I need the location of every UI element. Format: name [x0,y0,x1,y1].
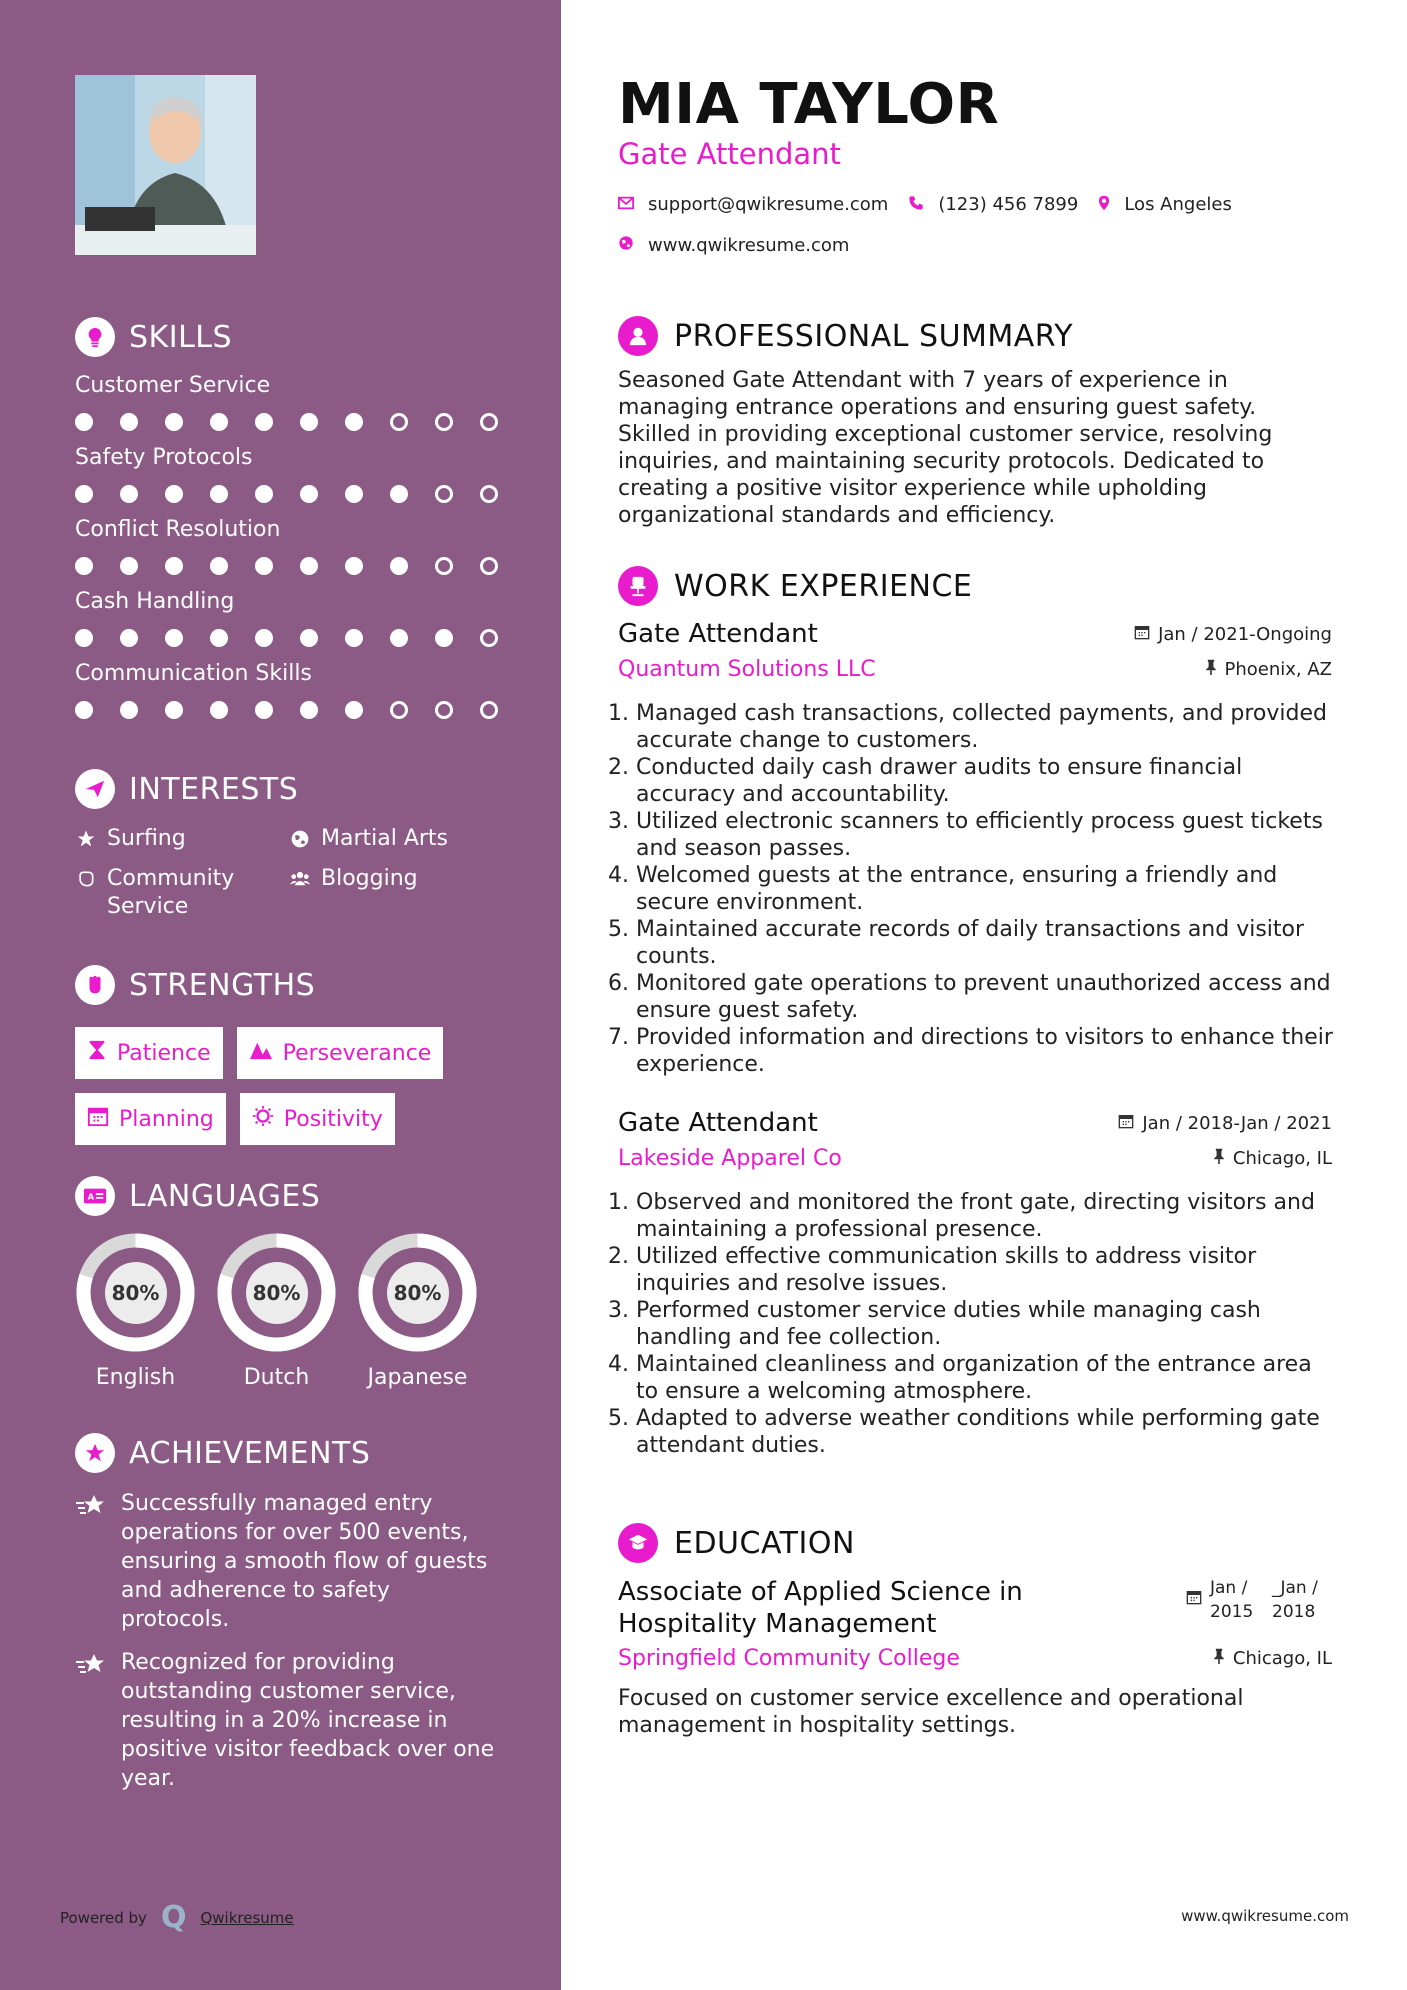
interests-list [75,825,515,921]
education-heading: EDUCATION [618,1522,1338,1564]
star-badge-icon [75,1433,115,1473]
website-row [618,235,849,256]
strengths-list [75,1027,495,1145]
achievements-section [75,1431,515,1793]
qwikresume-logo-icon: Q [160,1900,187,1935]
rating-dot [435,557,453,575]
pushpin-icon [1213,1148,1225,1169]
skill-name: Conflict Resolution [75,517,281,542]
rating-dot [480,701,498,719]
language-item [75,1232,196,1390]
language-item [216,1232,337,1390]
language-name: Japanese [367,1365,468,1390]
rating-dot [210,629,228,647]
list-item: 5. Maintained accurate records of daily transactions and visitor counts. [636,916,1338,970]
email-link[interactable]: support@qwikresume.com [648,194,889,215]
globe-icon [289,825,311,853]
list-item: 2. Utilized effective communication skills to address visitor inquiries and resolve issues. [636,1243,1338,1297]
rating-dot [390,413,408,431]
rating-dot [120,485,138,503]
education-entry [618,1576,1338,1739]
phone-text[interactable]: (123) 456 7899 [938,194,1079,215]
languages-list [75,1232,515,1390]
envelope-icon [618,195,634,214]
skill-rating [75,485,515,503]
rating-dot [255,629,273,647]
shooting-star-icon [75,1489,107,1634]
rating-dot [390,701,408,719]
svg-text:A: A [87,1191,95,1202]
interest-item: Martial Arts [289,825,499,853]
rating-dot [165,629,183,647]
rating-dot [120,413,138,431]
skill-name: Safety Protocols [75,445,253,470]
summary-heading: PROFESSIONAL SUMMARY [618,315,1338,357]
rating-dot [255,557,273,575]
shooting-star-icon [75,1648,107,1793]
map-pin-icon [1098,195,1110,215]
rating-dot [165,557,183,575]
hand-icon [75,865,97,893]
rating-dot [300,701,318,719]
lightbulb-icon [75,317,115,357]
education-end: _Jan / 2018 [1272,1578,1318,1622]
location-text: Los Angeles [1124,194,1232,215]
list-item: 4. Welcomed guests at the entrance, ensuring a friendly and secure environment. [636,862,1338,916]
interest-item: Surfing [75,825,289,853]
rating-dot [345,629,363,647]
calendar-icon [1186,1588,1202,1612]
office-chair-icon [618,566,658,606]
website-link[interactable]: www.qwikresume.com [648,235,850,256]
rating-dot [435,485,453,503]
rating-dot [480,557,498,575]
skills-section [75,315,515,719]
calendar-icon [87,1105,109,1133]
language-percent: 80% [246,1262,308,1324]
job-dates: Jan / 2018-Jan / 2021 [1118,1113,1338,1134]
rating-dot [435,701,453,719]
pushpin-icon [1205,659,1217,680]
job-title: Gate Attendant [618,619,818,649]
education-start: Jan / 2015 [1210,1578,1254,1622]
candidate-name: MIA TAYLOR [618,72,1000,137]
experience-heading: WORK EXPERIENCE [618,565,1338,607]
rating-dot [345,557,363,575]
star-icon [75,825,97,853]
paper-plane-icon [75,769,115,809]
language-progress-ring [75,1232,196,1353]
climb-icon [249,1039,273,1067]
rating-dot [210,485,228,503]
list-item: 1. Observed and monitored the front gate, directing visitors and maintaining a professional presence. [636,1189,1338,1243]
strength-badge: Patience [75,1027,223,1079]
rating-dot [300,413,318,431]
list-item: 1. Managed cash transactions, collected payments, and provided accurate change to customers. [636,700,1338,754]
hourglass-icon [87,1039,107,1067]
skills-list [75,373,515,719]
job-duties [618,1189,1338,1459]
summary-section [618,315,1338,529]
rating-dot [390,557,408,575]
job-location: Chicago, IL [1213,1148,1338,1169]
language-progress-ring [357,1232,478,1353]
phone-icon [908,195,924,215]
fist-icon [75,965,115,1005]
job-title: Gate Attendant [618,1108,818,1138]
list-item: 6. Monitored gate operations to prevent unauthorized access and ensure guest safety. [636,970,1338,1024]
rating-dot [390,485,408,503]
rating-dot [480,413,498,431]
rating-dot [435,413,453,431]
summary-text: Seasoned Gate Attendant with 7 years of experience in managing entrance operations and ensuring guest safety. Skilled in providing exceptional customer service, resolving inquiries, and maintaining security protocols. Dedicated to creating a positive visitor experience while upholding organizational standards and efficiency. [618,368,1273,528]
rating-dot [300,557,318,575]
skill-name: Communication Skills [75,661,312,686]
interests-section [75,767,515,921]
rating-dot [120,701,138,719]
rating-dot [210,413,228,431]
rating-dot [75,485,93,503]
rating-dot [255,701,273,719]
interests-heading: INTERESTS [75,767,515,811]
achievement-item: Recognized for providing outstanding customer service, resulting in a 20% increase in positive visitor feedback over one year. [75,1648,515,1793]
rating-dot [120,629,138,647]
job-company: Lakeside Apparel Co [618,1146,842,1171]
languages-section [75,1174,515,1390]
strength-badge: Perseverance [237,1027,444,1079]
skill-rating [75,413,515,431]
language-percent: 80% [105,1262,167,1324]
rating-dot [345,485,363,503]
language-percent: 80% [387,1262,449,1324]
sidebar [0,0,561,1990]
profile-photo [75,75,256,255]
rating-dot [165,413,183,431]
job-entry [618,1108,1338,1459]
skill-rating [75,701,515,719]
list-item: 7. Provided information and directions to visitors to enhance their experience. [636,1024,1338,1078]
language-card-icon [75,1176,115,1216]
education-location: Chicago, IL [1213,1648,1338,1669]
strength-badge: Planning [75,1093,226,1145]
globe-icon [618,235,634,256]
users-icon [289,865,311,893]
rating-dot [480,629,498,647]
powered-by: Powered by Q Qwikresume [60,1900,294,1935]
rating-dot [120,557,138,575]
language-item [357,1232,478,1390]
strengths-section [75,963,515,1145]
pushpin-icon [1213,1648,1225,1669]
rating-dot [75,701,93,719]
strengths-heading: STRENGTHS [75,963,515,1007]
rating-dot [345,413,363,431]
rating-dot [390,629,408,647]
user-icon [618,316,658,356]
education-section [618,1522,1338,1739]
languages-heading: A LANGUAGES [75,1174,515,1218]
achievement-item: Successfully managed entry operations for over 500 events, ensuring a smooth flow of guests and adherence to safety protocols. [75,1489,515,1634]
skills-heading: SKILLS [75,315,515,359]
list-item: 3. Performed customer service duties while managing cash handling and fee collection. [636,1297,1338,1351]
job-duties [618,700,1338,1078]
rating-dot [480,485,498,503]
skill-rating [75,557,515,575]
rating-dot [300,485,318,503]
rating-dot [210,701,228,719]
jobs-list [618,619,1338,1459]
job-company: Quantum Solutions LLC [618,657,876,682]
graduate-icon [618,1523,658,1563]
rating-dot [255,485,273,503]
rating-dot [345,701,363,719]
list-item: 4. Maintained cleanliness and organization of the entrance area to ensure a welcoming atmosphere. [636,1351,1338,1405]
qwikresume-link[interactable]: Qwikresume [200,1908,294,1927]
language-progress-ring [216,1232,337,1353]
school-name: Springfield Community College [618,1646,960,1671]
rating-dot [165,701,183,719]
rating-dot [75,629,93,647]
footer-url[interactable]: www.qwikresume.com [1181,1907,1349,1925]
interest-item: Community Service [75,865,289,921]
experience-section [618,565,1338,1459]
contact-row [618,194,1232,215]
sun-icon [252,1105,274,1133]
skill-name: Cash Handling [75,589,235,614]
calendar-icon [1134,624,1150,645]
list-item: 5. Adapted to adverse weather conditions while performing gate attendant duties. [636,1405,1338,1459]
language-name: English [95,1365,176,1390]
rating-dot [75,557,93,575]
rating-dot [255,413,273,431]
education-dates [1186,1576,1338,1624]
interest-item: Blogging [289,865,499,921]
education-description: Focused on customer service excellence and operational management in hospitality settings. [618,1686,1244,1738]
rating-dot [75,413,93,431]
degree-title: Associate of Applied Science in Hospitality Management [618,1577,1023,1639]
rating-dot [435,629,453,647]
list-item: 2. Conducted daily cash drawer audits to ensure financial accuracy and accountability. [636,754,1338,808]
job-entry [618,619,1338,1078]
job-location: Phoenix, AZ [1205,659,1339,680]
candidate-title: Gate Attendant [618,137,841,171]
job-dates: Jan / 2021-Ongoing [1134,624,1338,645]
skill-name: Customer Service [75,373,271,398]
calendar-icon [1118,1113,1134,1134]
language-name: Dutch [243,1365,310,1390]
skill-rating [75,629,515,647]
rating-dot [300,629,318,647]
strength-badge: Positivity [240,1093,395,1145]
achievements-heading: ACHIEVEMENTS [75,1431,515,1475]
rating-dot [165,485,183,503]
rating-dot [210,557,228,575]
list-item: 3. Utilized electronic scanners to efficiently process guest tickets and season passes. [636,808,1338,862]
